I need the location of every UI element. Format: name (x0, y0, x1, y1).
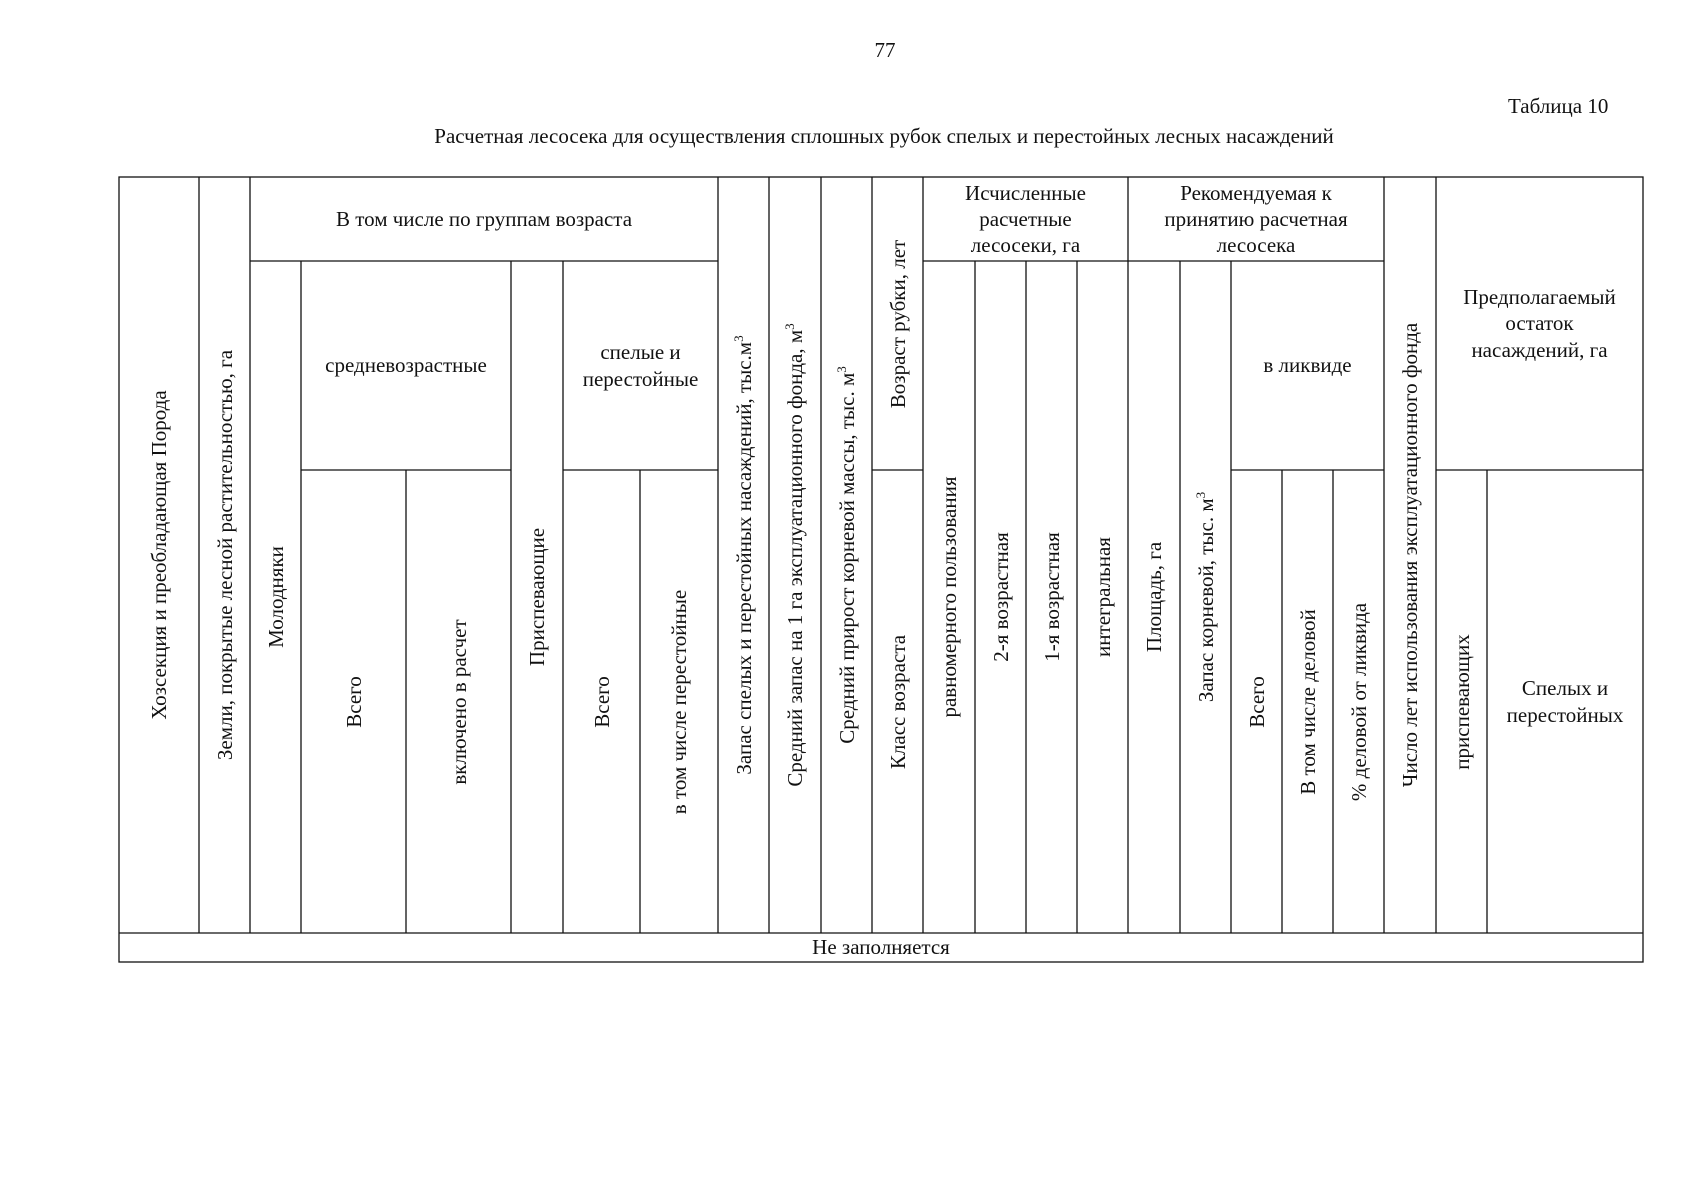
page-number: 77 (874, 38, 896, 62)
header-prispevayushie: Приспевающие (524, 527, 549, 667)
header-srednevozr-vklucheno: включено в расчет (446, 618, 471, 785)
header-vozrast-rubki: Возраст рубки, лет (885, 239, 910, 408)
header-pervaya-vozrastnaya: 1-я возрастная (1039, 532, 1064, 662)
header-zapas: Запас спелых и перестойных насаждений, $тыс.м^3$ (730, 335, 756, 775)
table-body-row: Не заполняется (812, 935, 950, 960)
header-procent-delovoy: % деловой от ликвида (1346, 602, 1371, 801)
header-gruppy-vozrasta: В том числе по группам возраста (335, 206, 633, 231)
header-likvid-delovoy: В том числе деловой (1295, 608, 1320, 795)
header-rekomenduemaya: Рекомендуемая к принятию расчетная лесосека (1164, 180, 1348, 258)
header-spelye-vsego: Всего (589, 675, 614, 728)
header-ostatok-spelyh: Спелых и перестойных (1506, 676, 1624, 727)
header-chislo-let: Число лет использования эксплуатационного фонда (1397, 322, 1422, 788)
header-likvid-vsego: Всего (1244, 675, 1269, 728)
header-ravnomernogo: равномерного пользования (936, 476, 961, 718)
header-v-likvide: в ликвиде (1263, 353, 1352, 378)
header-sredniy-zapas: Средний запас на 1 га эксплуатационного фонда, $м^3$ (781, 323, 807, 787)
header-ploshad: Площадь, га (1141, 541, 1166, 653)
header-klass-vozrasta: Класс возраста (885, 634, 910, 769)
header-integralnaya: интегральная (1090, 537, 1115, 657)
header-ostatok-prispevayushih: приспевающих (1449, 633, 1474, 770)
header-hozsekcia: Хозсекция и преобладающая Порода (146, 390, 171, 720)
table-number: Таблица 10 (1508, 94, 1609, 118)
header-ostatok: Предполагаемый остаток насаждений, га (1463, 285, 1616, 362)
header-spelye: спелые и перестойные (582, 340, 699, 391)
header-zapas-kornevoy: Запас корневой, тыс. $м^3$ (1192, 491, 1218, 703)
header-ischislennye: Исчисленные расчетные лесосеки, га (965, 180, 1086, 258)
header-molodnyaki: Молодняки (263, 546, 288, 648)
header-sredniy-prirost: Средний прирост корневой массы, тыс. $м^3$ (833, 366, 859, 744)
header-srednevozrastnye: средневозрастные (325, 353, 487, 378)
header-zemli: Земли, покрытые лесной растительностью, га (212, 349, 237, 761)
header-spelye-perestoynye: в том числе перестойные (666, 589, 691, 814)
header-srednevozr-vsego: Всего (341, 675, 366, 728)
table-title: Расчетная лесосека для осуществления сплошных рубок спелых и перестойных лесных насаждений (434, 124, 1334, 148)
header-vtoraya-vozrastnaya: 2-я возрастная (988, 532, 1013, 662)
